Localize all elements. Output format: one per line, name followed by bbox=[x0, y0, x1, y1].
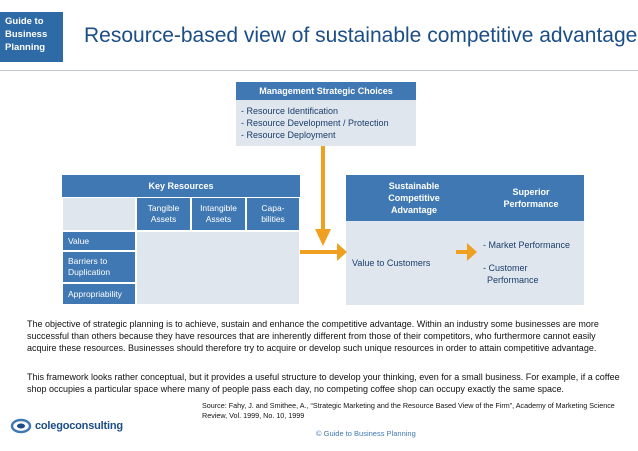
row-header-line: Barriers to bbox=[68, 256, 108, 266]
column-header-line: bilities bbox=[261, 214, 285, 224]
key-resources-body bbox=[136, 231, 300, 305]
brand-line: Business bbox=[5, 29, 48, 40]
guide-brand-label bbox=[0, 12, 63, 62]
source-citation: Source: Fahy, J. and Smithee, A., “Strategic Marketing and the Resource Based View of the Firm”, Academy of Marketing Science Review, Vol. 1999, No. 10, 1999 bbox=[202, 401, 615, 420]
management-panel bbox=[236, 100, 416, 146]
column-header-line: Assets bbox=[205, 214, 232, 224]
column-header-intangible bbox=[191, 197, 246, 231]
superior-item: Performance bbox=[487, 275, 539, 285]
sustainable-header-line: Advantage bbox=[390, 205, 437, 215]
management-item: - Resource Deployment bbox=[241, 130, 336, 140]
management-item: - Resource Identification bbox=[241, 106, 339, 116]
row-header-value bbox=[62, 231, 136, 251]
row-header-line: Value bbox=[68, 235, 90, 246]
framework-paragraph: This framework looks rather conceptual, but it provides a useful structure to develop your thinking, even for a small business. For example, if a coffee shop occupies a particular space where many of people pass each day, no competing coffee shop can occupy exactly the same space. bbox=[27, 372, 620, 394]
superior-item: - Market Performance bbox=[483, 240, 571, 250]
superior-header-line: Performance bbox=[503, 199, 559, 209]
sustainable-header-line: Competitive bbox=[388, 193, 440, 203]
superior-item: - Customer bbox=[483, 263, 528, 273]
brand-line: Planning bbox=[5, 42, 46, 53]
key-resources-header: Key Resources bbox=[62, 175, 300, 197]
footer-copyright: © Guide to Business Planning bbox=[316, 429, 416, 438]
table-corner-cell bbox=[62, 197, 136, 231]
column-header-tangible bbox=[136, 197, 191, 231]
right-arrow-resources bbox=[300, 243, 347, 261]
row-header-line: Duplication bbox=[68, 267, 111, 277]
page-title: Resource-based view of sustainable competitive advantage bbox=[84, 24, 638, 47]
superior-header-line: Superior bbox=[512, 187, 550, 197]
column-header-capabilities bbox=[246, 197, 300, 231]
row-header-barriers bbox=[62, 251, 136, 283]
management-header: Management Strategic Choices bbox=[236, 82, 416, 100]
swirl-logo-icon bbox=[10, 417, 32, 435]
logo-text: colegoconsulting bbox=[35, 420, 123, 432]
row-header-line: Appropriability bbox=[68, 288, 122, 299]
objective-paragraph: The objective of strategic planning is to achieve, sustain and enhance the competitive advantage. Within an industry some businesses are more successful than others because they have resources that are inherently different from those of their competitors, who furthermore cannot easily acquire these resources. Businesses should therefore try to acquire or develop such unique resources in order to attain competitive advantage. bbox=[27, 319, 599, 353]
superior-panel bbox=[478, 221, 584, 305]
sustainable-panel bbox=[346, 221, 482, 305]
brand-line: Guide to bbox=[5, 16, 44, 27]
column-header-line: Tangible bbox=[147, 203, 180, 213]
row-header-appropriability bbox=[62, 283, 136, 305]
management-item: - Resource Development / Protection bbox=[241, 118, 389, 128]
column-header-line: Intangible bbox=[200, 203, 237, 213]
sustainable-body: Value to Customers bbox=[352, 258, 431, 268]
title-divider bbox=[0, 70, 638, 71]
column-header-line: Assets bbox=[150, 214, 177, 224]
sustainable-header bbox=[346, 175, 482, 221]
sustainable-header-line: Sustainable bbox=[388, 181, 440, 191]
logo bbox=[10, 417, 123, 435]
column-header-line: Capa- bbox=[261, 203, 285, 213]
down-arrow bbox=[315, 146, 331, 246]
superior-header bbox=[478, 175, 584, 221]
